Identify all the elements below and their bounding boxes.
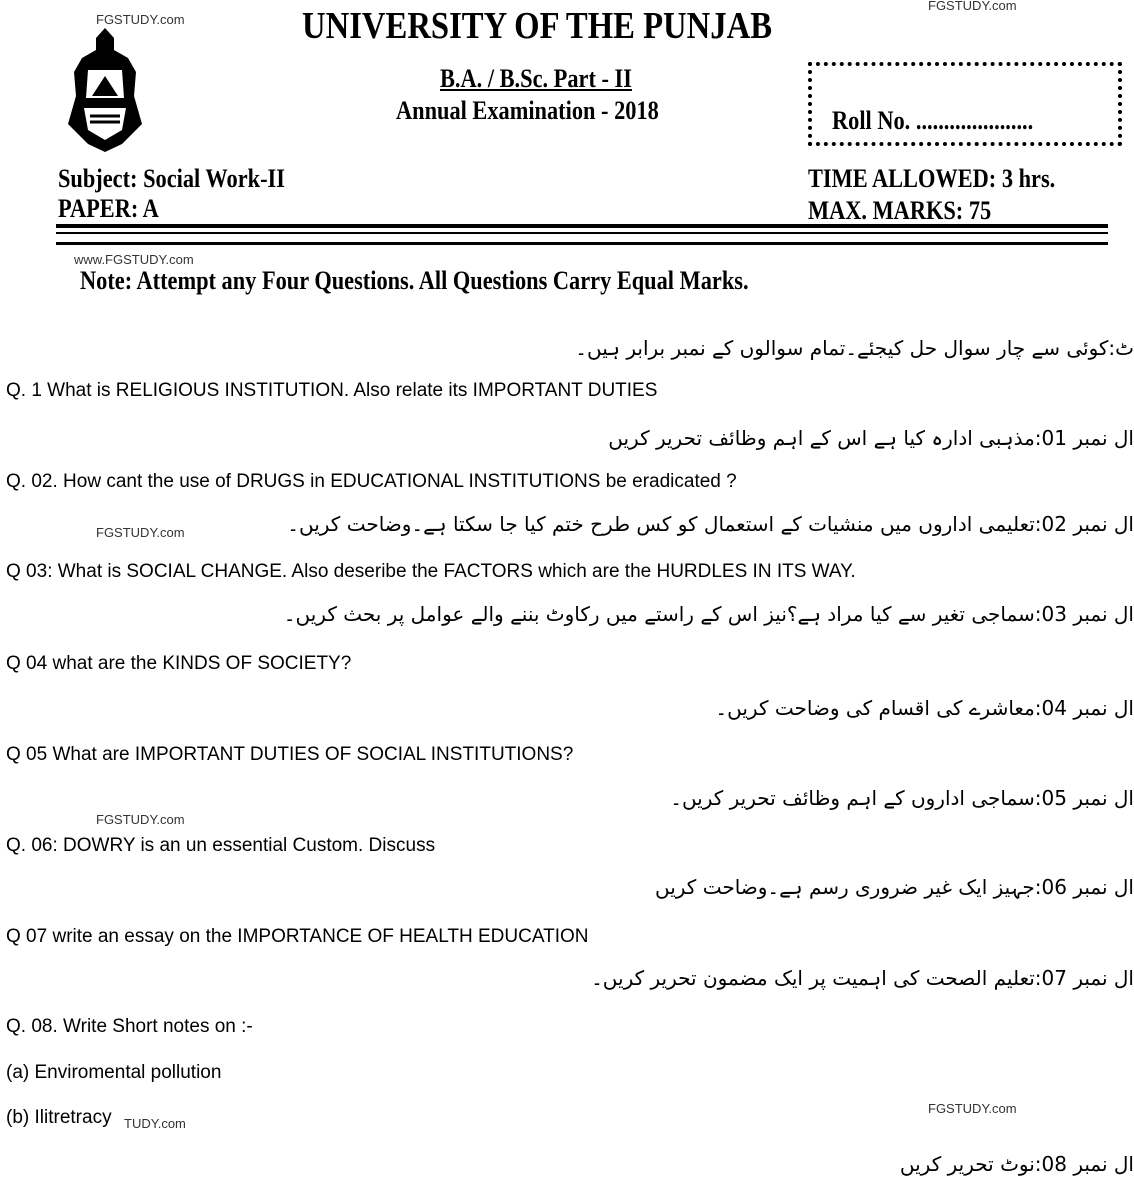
- question-6-urdu: ال نمبر 06:جہیز ایک غیر ضروری رسم ہے۔وضاحت کریں: [654, 875, 1134, 899]
- watermark: FGSTUDY.com: [928, 1101, 1017, 1116]
- question-1: Q. 1 What is RELIGIOUS INSTITUTION. Also relate its IMPORTANT DUTIES: [6, 380, 658, 401]
- time-allowed: TIME ALLOWED: 3 hrs.: [808, 164, 1056, 193]
- watermark: FGSTUDY.com: [928, 0, 1017, 13]
- instruction-note: Note: Attempt any Four Questions. All Questions Carry Equal Marks.: [80, 266, 749, 295]
- question-7-urdu: ال نمبر 07:تعلیم الصحت کی اہمیت پر ایک مضمون تحریر کریں۔: [591, 966, 1134, 990]
- watermark: FGSTUDY.com: [96, 812, 185, 827]
- question-3: Q 03: What is SOCIAL CHANGE. Also deseribe the FACTORS which are the HURDLES IN ITS WAY.: [6, 561, 856, 582]
- watermark: FGSTUDY.com: [96, 12, 185, 27]
- question-8-part-b: (b) Ilitretracy: [6, 1107, 112, 1128]
- question-8-urdu: ال نمبر 08:نوٹ تحریر کریں: [899, 1152, 1134, 1176]
- university-title: UNIVERSITY OF THE PUNJAB: [302, 5, 773, 47]
- watermark: www.FGSTUDY.com: [74, 252, 194, 267]
- question-8: Q. 08. Write Short notes on :-: [6, 1016, 253, 1037]
- header-divider: [56, 224, 1108, 245]
- question-5: Q 05 What are IMPORTANT DUTIES OF SOCIAL INSTITUTIONS?: [6, 744, 574, 765]
- question-6: Q. 06: DOWRY is an un essential Custom. Discuss: [6, 835, 436, 856]
- question-4-urdu: ال نمبر 04:معاشرے کی اقسام کی وضاحت کریں۔: [715, 696, 1134, 720]
- question-2-urdu: ال نمبر 02:تعلیمی اداروں میں منشیات کے استعمال کو کس طرح ختم کیا جا سکتا ہے۔وضاحت کریں۔: [287, 512, 1134, 536]
- question-5-urdu: ال نمبر 05:سماجی اداروں کے اہم وظائف تحریر کریں۔: [670, 786, 1134, 810]
- question-1-urdu: ال نمبر 01:مذہبی ادارہ کیا ہے اس کے اہم وظائف تحریر کریں: [608, 426, 1134, 450]
- roll-number-label: Roll No. .....................: [832, 106, 1034, 135]
- max-marks: MAX. MARKS: 75: [808, 196, 992, 225]
- watermark: FGSTUDY.com: [96, 525, 185, 540]
- question-4: Q 04 what are the KINDS OF SOCIETY?: [6, 653, 352, 674]
- instruction-note-urdu: ٹ:کوئی سے چار سوال حل کیجئے۔تمام سوالوں کے نمبر برابر ہیں۔: [575, 336, 1134, 360]
- question-3-urdu: ال نمبر 03:سماجی تغیر سے کیا مراد ہے؟نیز اس کے راستے میں رکاوٹ بننے والے عوامل پر بحث کریں۔: [283, 602, 1134, 626]
- program-title: B.A. / B.Sc. Part - II: [440, 64, 632, 93]
- exam-title: Annual Examination - 2018: [396, 96, 659, 125]
- paper: PAPER: A: [58, 194, 159, 223]
- question-8-part-a: (a) Enviromental pollution: [6, 1062, 222, 1083]
- university-crest-logo: [62, 26, 148, 159]
- watermark: TUDY.com: [124, 1116, 186, 1131]
- roll-number-box: [808, 62, 1122, 146]
- question-2: Q. 02. How cant the use of DRUGS in EDUCATIONAL INSTITUTIONS be eradicated ?: [6, 471, 737, 492]
- subject: Subject: Social Work-II: [58, 164, 285, 193]
- question-7: Q 07 write an essay on the IMPORTANCE OF HEALTH EDUCATION: [6, 926, 589, 947]
